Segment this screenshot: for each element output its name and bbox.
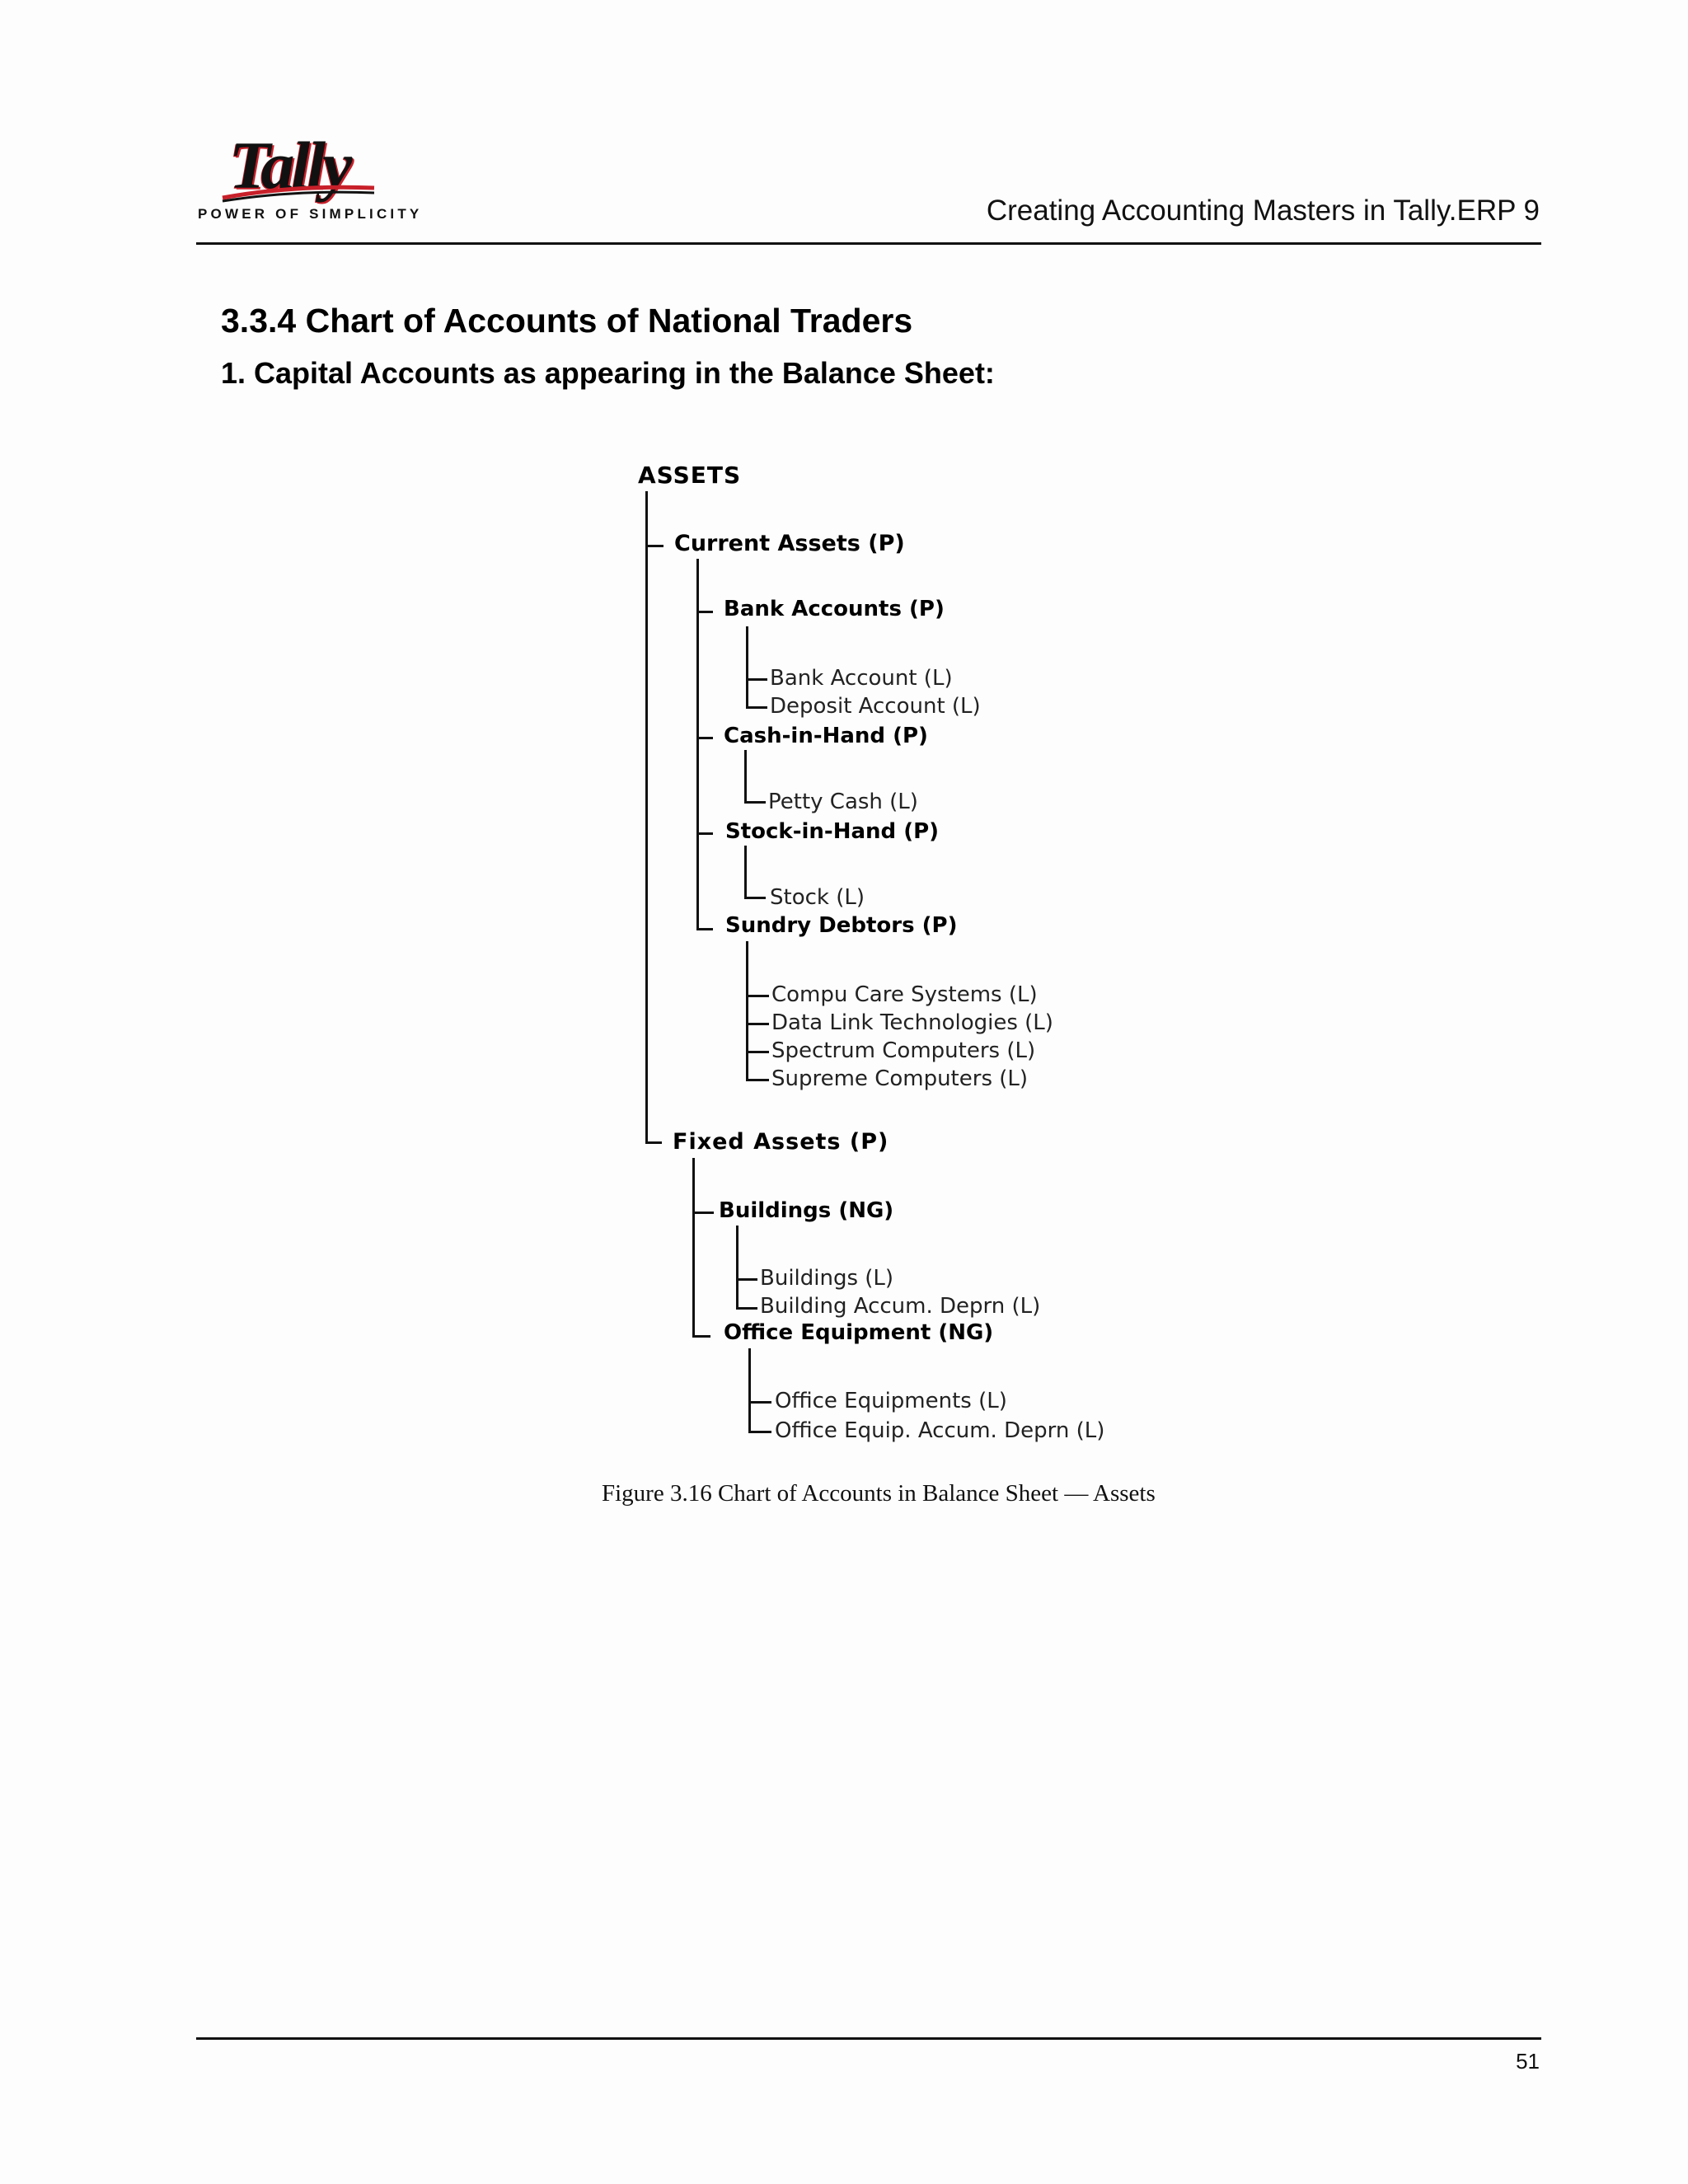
group-buildings: Buildings (NG) <box>719 1198 894 1223</box>
tree-connector <box>645 491 648 1144</box>
tree-connector <box>748 1431 771 1433</box>
tree-connector <box>748 1348 751 1433</box>
tree-connector <box>736 1226 738 1310</box>
tree-connector <box>748 1401 771 1404</box>
tree-connector <box>696 832 713 835</box>
tree-connector <box>746 626 748 709</box>
group-stock-in-hand: Stock-in-Hand (P) <box>725 819 940 844</box>
section-heading: 3.3.4 Chart of Accounts of National Traders <box>221 302 913 340</box>
group-sundry-debtors: Sundry Debtors (P) <box>725 913 958 938</box>
group-fixed-assets: Fixed Assets (P) <box>673 1129 889 1155</box>
figure-caption: Figure 3.16 Chart of Accounts in Balance Sheet — Assets <box>602 1480 1156 1507</box>
tree-connector <box>746 1023 769 1025</box>
tree-connector <box>696 559 699 930</box>
group-cash-in-hand: Cash-in-Hand (P) <box>724 724 928 748</box>
sub-heading: 1. Capital Accounts as appearing in the Balance Sheet: <box>221 356 995 390</box>
tree-connector <box>746 1079 769 1081</box>
tree-connector <box>746 1051 769 1053</box>
ledger-building-deprn: Building Accum. Deprn (L) <box>760 1294 1041 1319</box>
ledger-bank-account: Bank Account (L) <box>770 666 953 691</box>
tree-connector <box>645 1141 662 1144</box>
tree-connector <box>746 941 748 1081</box>
tree-connector <box>744 846 747 899</box>
ledger-debtor: Data Link Technologies (L) <box>771 1010 1053 1035</box>
tree-connector <box>746 995 769 997</box>
running-title: Creating Accounting Masters in Tally.ERP 9 <box>986 194 1540 227</box>
tree-connector <box>645 545 663 547</box>
logo-wordmark: Tally <box>229 128 349 203</box>
tree-connector <box>692 1212 714 1214</box>
ledger-stock: Stock (L) <box>770 885 865 910</box>
tree-root-assets: ASSETS <box>638 462 742 489</box>
tree-connector <box>744 750 747 804</box>
ledger-debtor: Supreme Computers (L) <box>771 1066 1029 1091</box>
ledger-buildings: Buildings (L) <box>760 1266 894 1291</box>
tree-connector <box>744 801 766 804</box>
ledger-petty-cash: Petty Cash (L) <box>768 790 918 814</box>
footer-rule <box>196 2037 1541 2040</box>
ledger-deposit-account: Deposit Account (L) <box>770 694 981 719</box>
logo-tagline: POWER OF SIMPLICITY <box>198 206 423 222</box>
tree-connector <box>736 1307 757 1310</box>
ledger-debtor: Spectrum Computers (L) <box>771 1038 1036 1063</box>
tree-connector <box>696 611 713 613</box>
tree-connector <box>746 678 767 681</box>
ledger-office-equipments: Office Equipments (L) <box>775 1389 1007 1413</box>
group-office-equipment: Office Equipment (NG) <box>724 1320 994 1345</box>
tree-connector <box>692 1335 710 1338</box>
ledger-debtor: Compu Care Systems (L) <box>771 982 1038 1007</box>
group-current-assets: Current Assets (P) <box>674 531 905 556</box>
tree-connector <box>696 737 713 739</box>
tree-connector <box>746 706 767 709</box>
page-number: 51 <box>1516 2049 1540 2074</box>
tree-connector <box>692 1158 695 1338</box>
ledger-office-equip-deprn: Office Equip. Accum. Deprn (L) <box>775 1418 1105 1443</box>
tree-connector <box>736 1278 757 1281</box>
tree-connector <box>744 897 766 899</box>
tree-connector <box>696 928 713 930</box>
group-bank-accounts: Bank Accounts (P) <box>724 597 945 621</box>
